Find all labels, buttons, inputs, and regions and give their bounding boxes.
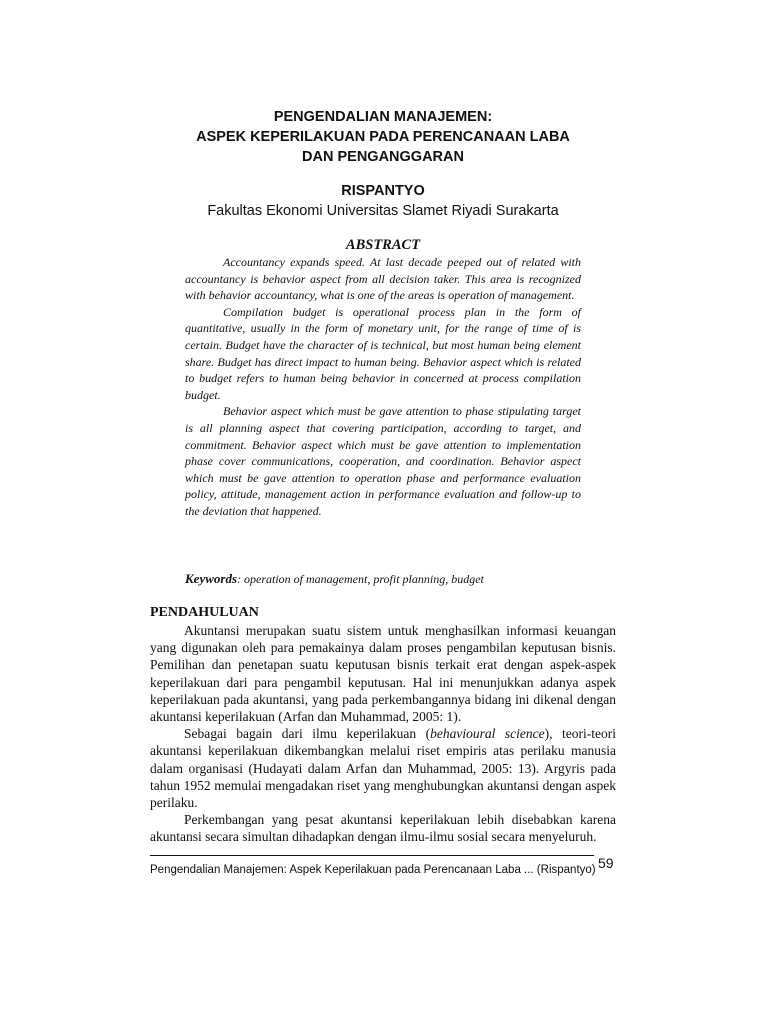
article-title <box>150 107 616 167</box>
abstract-body <box>185 254 581 520</box>
section-heading: PENDAHULUAN <box>150 605 259 620</box>
keywords-label: Keywords <box>185 571 237 586</box>
author-name: RISPANTYO <box>341 183 425 199</box>
body-paragraph: Akuntansi merupakan suatu sistem untuk menghasilkan informasi keuangan yang digunakan oleh para pemakainya dalam proses pengambilan keputusan bisnis. Pemilihan dan penetapan suatu keputusan bisnis terkait erat dengan aspek-aspek keperilakuan dari para pengambil keputusan. Hal ini menunjukkan adanya aspek keperilakuan pada akuntansi, yang pada perkembangannya bidang ini dikenal dengan akuntansi keperilakuan (Arfan dan Muhammad, 2005: 1). <box>150 623 616 725</box>
body-paragraph: Perkembangan yang pesat akuntansi keperilakuan lebih disebabkan karena akuntansi secara simultan dihadapkan dengan ilmu-ilmu sosial secara menyeluruh. <box>150 812 616 845</box>
page-number: 59 <box>598 855 614 871</box>
abstract-paragraph: Accountancy expands speed. At last decade peeped out of related with accountancy is behavior aspect from all decision taker. This area is recognized with behavior accountancy, what is one of the areas is operation of management. <box>185 255 581 303</box>
body-text-run: ), teori-teori akuntansi keperilakuan dikembangkan melalui riset empiris atas perilaku manusia dalam organisasi (Hudayati dalam Arfan dan Muhammad, 2005: 13). Argyris pada tahun 1952 memulai mengadakan riset yang menghubungkan akuntansi dengan aspek perilaku. <box>150 726 616 811</box>
title-line: ASPEK KEPERILAKUAN PADA PERENCANAAN LABA <box>196 129 570 145</box>
keywords <box>185 570 581 588</box>
author-affiliation: Fakultas Ekonomi Universitas Slamet Riyadi Surakarta <box>207 203 559 219</box>
body-text-run: Sebagai bagain dari ilmu keperilakuan ( <box>184 726 431 742</box>
abstract-paragraph: Behavior aspect which must be gave attention to phase stipulating target is all planning aspect that covering participation, according to target, and commitment. Behavior aspect which must be gave attention to implementation phase cover communications, cooperation, and coordination. Behavior aspect which must be gave attention to operation phase and performance evaluation policy, attitude, management action in performance evaluation and follow-up to the deviation that happened. <box>185 404 581 518</box>
body-paragraph <box>150 725 616 811</box>
title-line: DAN PENGANGGARAN <box>302 149 464 165</box>
keywords-text: : operation of management, profit planning, budget <box>237 572 484 586</box>
body-text-italic: behavioural science <box>430 726 545 742</box>
running-footer: Pengendalian Manajemen: Aspek Keperilakuan pada Perencanaan Laba ... (Rispantyo) <box>150 864 596 876</box>
abstract-heading: ABSTRACT <box>345 237 421 253</box>
footer-rule <box>150 855 594 856</box>
section-body <box>150 622 616 846</box>
title-line: PENGENDALIAN MANAJEMEN: <box>273 109 493 125</box>
abstract-paragraph: Compilation budget is operational process plan in the form of quantitative, usually in the form of monetary unit, for the range of time of is certain. Budget have the character of is technical, but most human being element share. Budget has direct impact to human being. Behavior aspect which is related to budget refers to human being behavior in concerned at process compilation budget. <box>185 304 581 402</box>
